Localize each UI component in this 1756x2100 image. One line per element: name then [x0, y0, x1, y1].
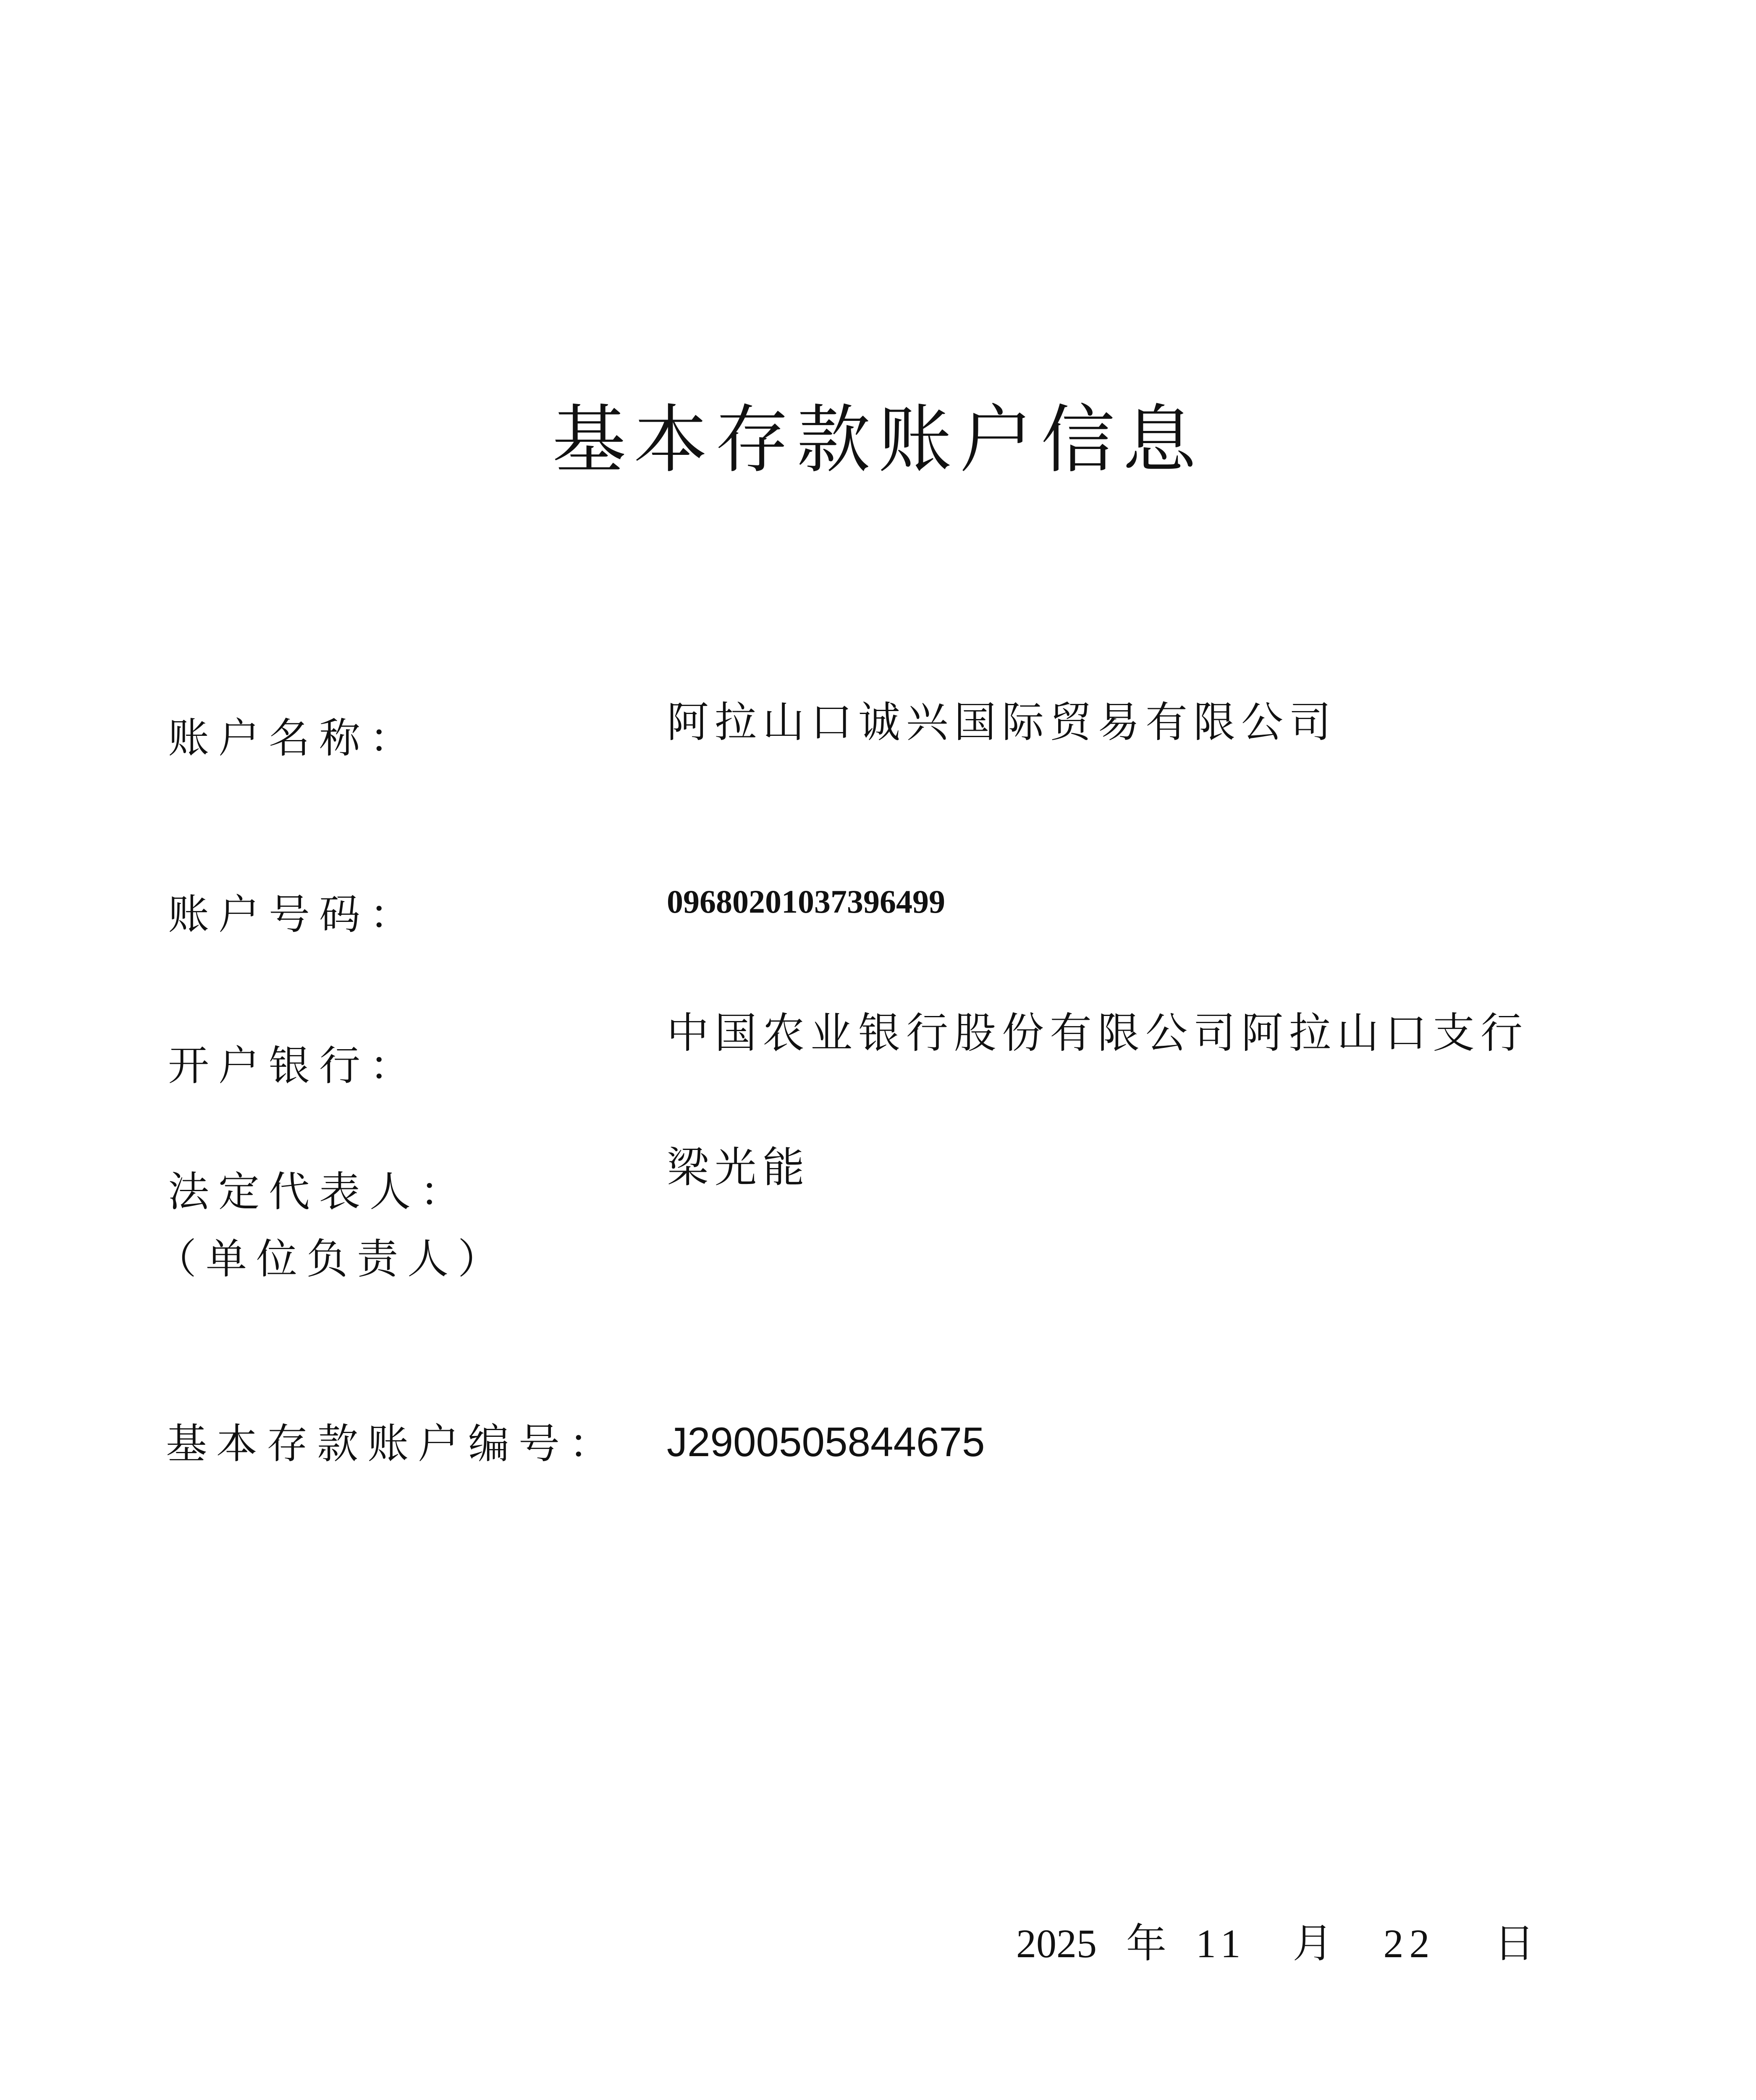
bank-label: 开户银行：	[168, 1042, 420, 1090]
legal-rep-value: 梁光能	[667, 1143, 810, 1192]
issue-date	[1016, 1919, 1534, 1968]
date-day: 22	[1383, 1921, 1436, 1966]
date-month-unit: 月	[1292, 1920, 1333, 1967]
account-name-label: 账户名称：	[168, 714, 420, 762]
document-title: 基本存款账户信息	[552, 397, 1204, 483]
date-month: 11	[1196, 1921, 1247, 1966]
basic-account-code-value: J2900505844675	[667, 1419, 985, 1465]
date-year: 2025	[1016, 1921, 1097, 1966]
account-name-value: 阿拉山口诚兴国际贸易有限公司	[667, 698, 1337, 747]
legal-rep-sublabel: （单位负责人）	[155, 1235, 508, 1283]
account-number-label: 账户号码：	[168, 891, 420, 939]
date-day-unit: 日	[1494, 1920, 1535, 1967]
legal-rep-label: 法定代表人：	[168, 1168, 471, 1216]
date-year-unit: 年	[1126, 1920, 1166, 1967]
account-number-value: 09680201037396499	[667, 883, 945, 920]
bank-value: 中国农业银行股份有限公司阿拉山口支行	[667, 1008, 1528, 1058]
basic-account-code-label: 基本存款账户编号：	[166, 1420, 620, 1468]
